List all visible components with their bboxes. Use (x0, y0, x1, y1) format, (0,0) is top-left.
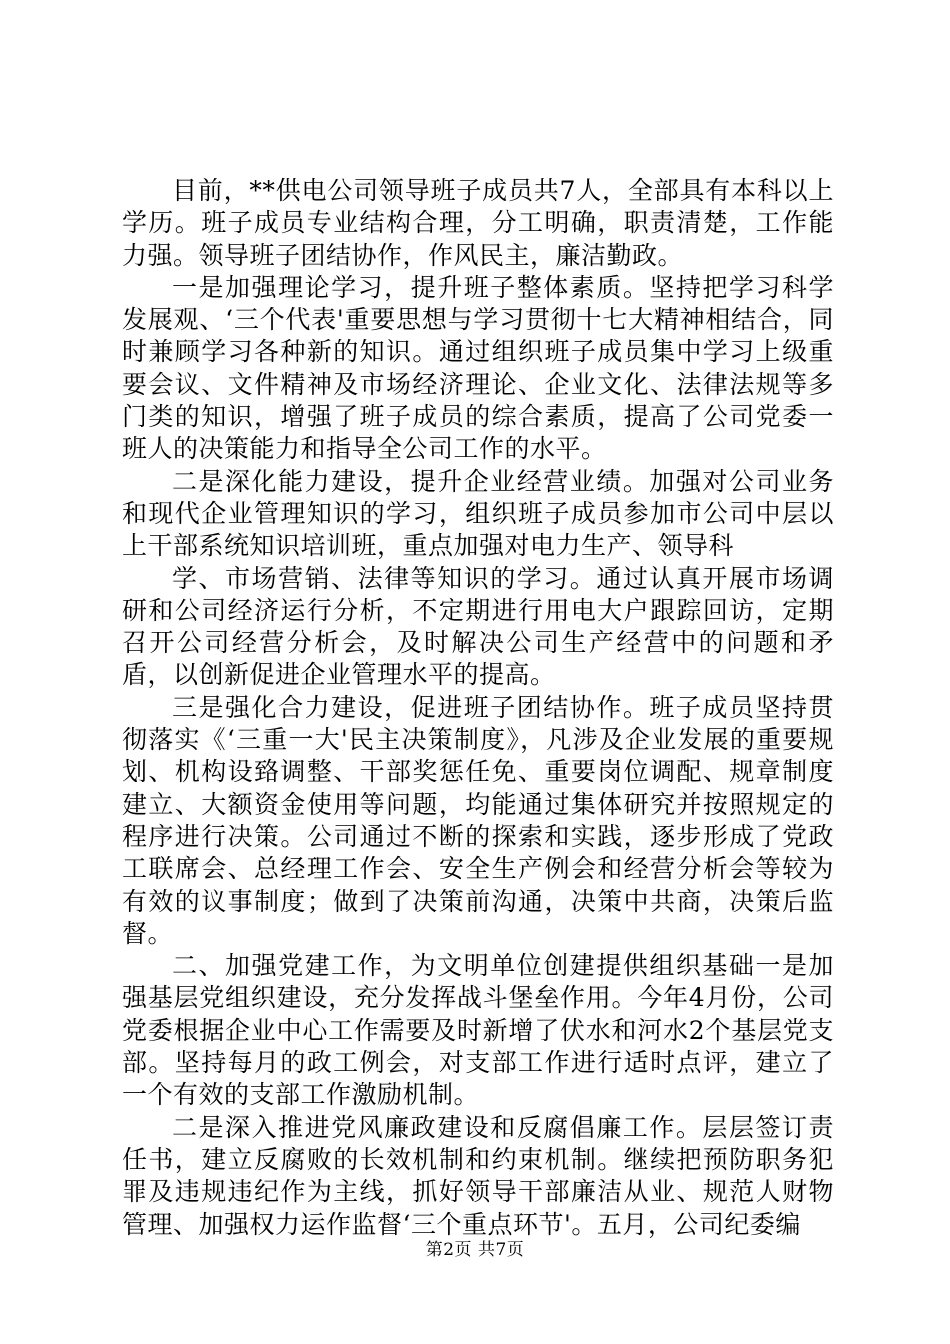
paragraph-1: 目前，**供电公司领导班子成员共7人，全部具有本科以上学历。班子成员专业结构合理，分工明确，职责清楚，工作能力强。领导班子团结协作，作风民主，廉洁勤政。 (122, 176, 834, 270)
document-body (122, 175, 834, 1241)
paragraph-4: 学、市场营销、法律等知识的学习。通过认真开展市场调研和公司经济运行分析，不定期进行用电大户跟踪回访，定期召开公司经营分析会，及时解决公司生产经营中的问题和矛盾，以创新促进企业管理水平的提高。 (122, 563, 834, 690)
paragraph-2: 一是加强理论学习，提升班子整体素质。坚持把学习科学发展观、‘三个代表'重要思想与学习贯彻十七大精神相结合，同时兼顾学习各种新的知识。通过组织班子成员集中学习上级重要会议、文件精神及市场经济理论、企业文化、法律法规等多门类的知识，增强了班子成员的综合素质，提高了公司党委一班人的决策能力和指导全公司工作的水平。 (122, 272, 834, 464)
paragraph-5: 三是强化合力建设，促进班子团结协作。班子成员坚持贯彻落实《‘三重一大'民主决策制度》，凡涉及企业发展的重要规划、机构设臵调整、干部奖惩任免、重要岗位调配、规章制度建立、大额资金使用等问题，均能通过集体研究并按照规定的程序进行决策。公司通过不断的探索和实践，逐步形成了党政工联席会、总经理工作会、安全生产例会和经营分析会等较为有效的议事制度；做到了决策前沟通，决策中共商，决策后监督。 (122, 692, 834, 948)
paragraph-7: 二是深入推进党风廉政建设和反腐倡廉工作。层层签订责任书，建立反腐败的长效机制和约束机制。继续把预防职务犯罪及违规违纪作为主线，抓好领导干部廉洁从业、规范人财物管理、加强权力运作监督‘三个重点环节'。五月，公司纪委编 (122, 1112, 834, 1239)
page-footer: 第2页 共7页 (425, 1240, 525, 1260)
paragraph-3: 二是深化能力建设，提升企业经营业绩。加强对公司业务和现代企业管理知识的学习，组织班子成员参加市公司中层以上干部系统知识培训班，重点加强对电力生产、领导科 (122, 466, 834, 561)
paragraph-6: 二、加强党建工作，为文明单位创建提供组织基础一是加强基层党组织建设，充分发挥战斗堡垒作用。今年4月份，公司党委根据企业中心工作需要及时新增了伏水和河水2个基层党支部。坚持每月的政工例会，对支部工作进行适时点评，建立了一个有效的支部工作激励机制。 (122, 951, 834, 1110)
